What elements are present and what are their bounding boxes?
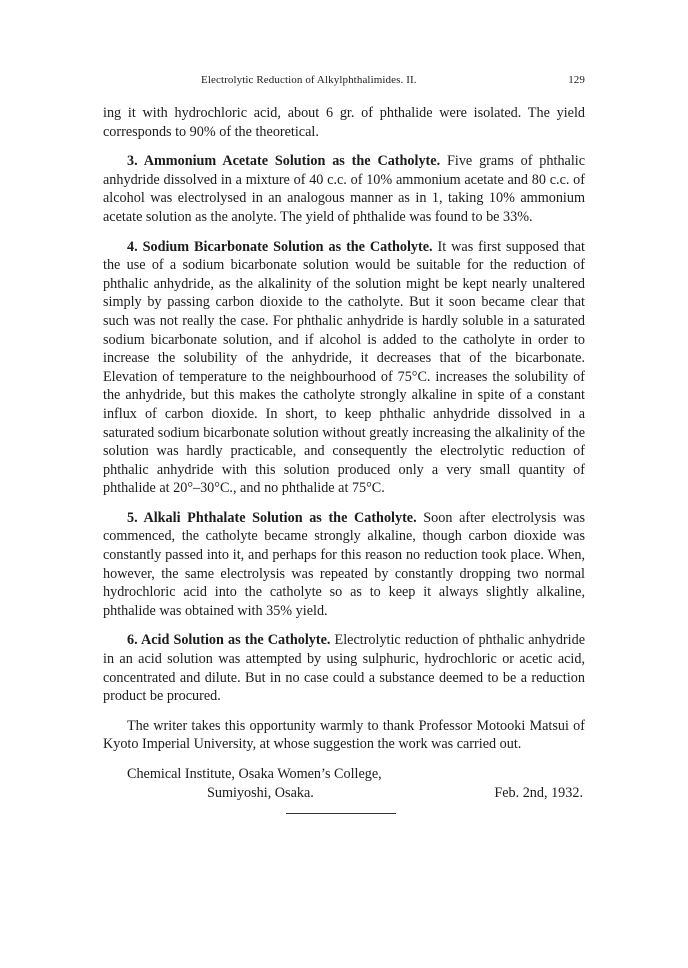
section-heading: 3. Ammonium Acetate Solution as the Catholyte.: [127, 153, 441, 170]
institute-location: Sumiyoshi, Osaka.: [207, 785, 314, 801]
paragraph-text: The writer takes this opportunity warmly to thank Professor Motooki Matsui of Kyoto Imperial University, at whose suggestion the work was carried out.: [103, 717, 585, 753]
section-heading: 5. Alkali Phthalate Solution as the Catholyte.: [127, 509, 417, 526]
submission-date: Feb. 2nd, 1932.: [494, 785, 583, 801]
signature-block: [103, 765, 585, 803]
paragraph-text: Soon after electrolysis was commenced, the catholyte became strongly alkaline, though carbon dioxide was constantly passed into it, and perhaps for this reason no reduction took place. When, however, the same electrolysis was repeated by constantly dropping two normal hydrochloric acid into the catholyte so as to keep it always slightly alkaline, phthalide was obtained with 35% yield.: [103, 509, 585, 619]
running-title: Electrolytic Reduction of Alkylphthalimides. II.: [201, 74, 417, 86]
paragraph-text: Electrolytic reduction of phthalic anhydride in an acid solution was attempted by using sulphuric, hydrochloric or acetic acid, concentrated and dilute. But in no case could a substance deemed to be a reduction product be procured.: [103, 632, 585, 705]
section-acid-solution: [103, 631, 585, 705]
article-body: [103, 104, 585, 803]
paragraph-continuation: [103, 104, 585, 141]
paragraph-text: Five grams of phthalic anhydride dissolved in a mixture of 40 c.c. of 10% ammonium acetate and 80 c.c. of alcohol was electrolysed in an analogous manner as in 1, taking 10% ammonium acetate solution as the anolyte. The yield of phthalide was found to be 33%.: [103, 153, 586, 225]
journal-page: [103, 74, 585, 803]
end-rule: [286, 813, 396, 814]
paragraph-text: ing it with hydrochloric acid, about 6 gr. of phthalide were isolated. The yield corresponds to 90% of the theoretical.: [103, 105, 585, 140]
page-number: 129: [568, 74, 585, 86]
institute-name: Chemical Institute, Osaka Women’s College,: [127, 766, 382, 782]
paragraph-text: It was first supposed that the use of a sodium bicarbonate solution would be suitable for the reduction of phthalic anhydride, as the alkalinity of the solution might be kept nearly unaltered simply by passing carbon dioxide to the catholyte. But it soon became clear that such was not really the case. For phthalic anhydride is hardly soluble in a saturated sodium bicarbonate solution, and if alcohol is added to the catholyte in order to increase the solubility of the anhydride, it decreases that of the bicarbonate. Elevation of temperature to the neighbourhood of 75°C. increases the solubility of the anhydride, but this makes the catholyte strongly alkaline in spite of a constant influx of carbon dioxide. In short, to keep phthalic anhydride dissolved in a saturated sodium bicarbonate solution without greatly increasing the alkalinity of the solution was hardly practicable, and consequently the electrolytic reduction of phthalic anhydride with this solution produced only a very small quantity of phthalide at 20°–30°C., and no phthalide at 75°C.: [103, 238, 586, 497]
section-heading: 6. Acid Solution as the Catholyte.: [127, 632, 331, 649]
section-sodium-bicarbonate: [103, 238, 585, 498]
section-alkali-phthalate: [103, 509, 585, 621]
acknowledgement: [103, 717, 585, 754]
running-head: [103, 74, 585, 94]
section-ammonium-acetate: [103, 152, 585, 226]
section-heading: 4. Sodium Bicarbonate Solution as the Catholyte.: [127, 238, 433, 255]
